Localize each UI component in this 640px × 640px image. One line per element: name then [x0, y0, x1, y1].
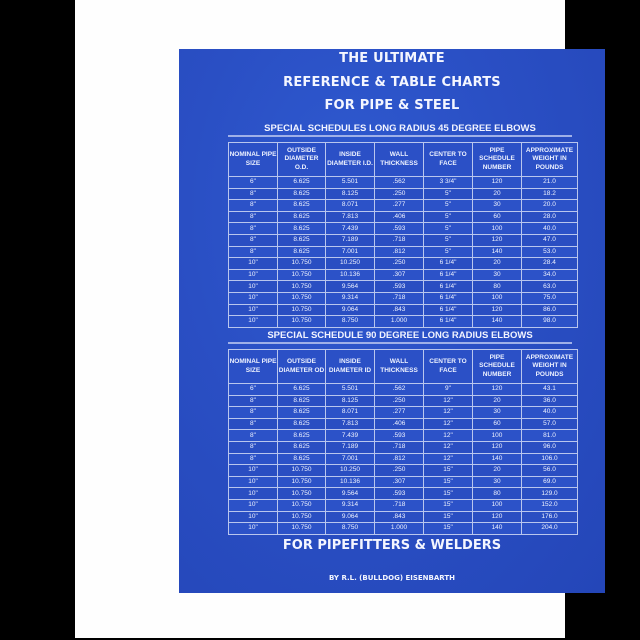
table-cell: .562	[375, 384, 424, 396]
table-cell: 15"	[424, 523, 473, 535]
table-cell: .250	[375, 465, 424, 477]
table-cell: 12"	[424, 430, 473, 442]
table-cell: 20	[473, 188, 522, 200]
table-cell: .250	[375, 395, 424, 407]
table-cell: 10.750	[278, 511, 326, 523]
table-cell: 80	[473, 281, 522, 293]
table-cell: 75.0	[522, 292, 578, 304]
table-row	[229, 200, 578, 212]
column-header: PIPE SCHEDULE NUMBER	[473, 143, 522, 177]
table-cell: 120	[473, 177, 522, 189]
table-cell: .812	[375, 453, 424, 465]
table-cell: 1.000	[375, 523, 424, 535]
book-cover	[179, 49, 605, 593]
column-header: CENTER TO FACE	[424, 143, 473, 177]
table-cell: 5"	[424, 223, 473, 235]
table-cell: 30	[473, 269, 522, 281]
table-cell: 10"	[229, 316, 278, 328]
table-cell: 7.813	[326, 211, 375, 223]
table-row	[229, 395, 578, 407]
table-cell: 8"	[229, 453, 278, 465]
table-cell: 20	[473, 395, 522, 407]
table-cell: 10"	[229, 281, 278, 293]
table-cell: 100	[473, 430, 522, 442]
table-cell: 6.625	[278, 177, 326, 189]
table-cell: 8"	[229, 188, 278, 200]
table-row	[229, 465, 578, 477]
table-cell: 10.250	[326, 465, 375, 477]
table-cell: 100	[473, 223, 522, 235]
table-cell: 8.625	[278, 441, 326, 453]
table-cell: 6 1/4"	[424, 281, 473, 293]
table-cell: 6 1/4"	[424, 292, 473, 304]
table-cell: .593	[375, 223, 424, 235]
table-cell: 120	[473, 304, 522, 316]
table-cell: 7.001	[326, 453, 375, 465]
table-cell: 204.0	[522, 523, 578, 535]
table-cell: 120	[473, 384, 522, 396]
table-row	[229, 234, 578, 246]
table-cell: 5"	[424, 246, 473, 258]
table-45-degree-elbows	[228, 142, 578, 328]
table-cell: 10.750	[278, 304, 326, 316]
table-cell: 9.064	[326, 304, 375, 316]
table-cell: .718	[375, 234, 424, 246]
table-cell: .718	[375, 499, 424, 511]
table-cell: 10.136	[326, 269, 375, 281]
table-cell: 10.750	[278, 476, 326, 488]
table-row	[229, 177, 578, 189]
table-row	[229, 499, 578, 511]
table-row	[229, 188, 578, 200]
table-90-heading: SPECIAL SCHEDULE 90 DEGREE LONG RADIUS ELBOWS	[228, 330, 572, 344]
table-cell: 9.564	[326, 488, 375, 500]
table-row	[229, 258, 578, 270]
table-cell: 8.625	[278, 395, 326, 407]
author-line: BY R.L. (BULLDOG) EISENBARTH	[328, 574, 455, 582]
table-cell: 10.750	[278, 258, 326, 270]
table-cell: 8.071	[326, 200, 375, 212]
table-row	[229, 488, 578, 500]
table-cell: 10.750	[278, 523, 326, 535]
table-cell: .277	[375, 407, 424, 419]
table-cell: 8.125	[326, 188, 375, 200]
table-cell: 7.189	[326, 234, 375, 246]
table-row	[229, 476, 578, 488]
table-row	[229, 281, 578, 293]
table-cell: 12"	[424, 441, 473, 453]
table-cell: 8.625	[278, 418, 326, 430]
table-cell: 34.0	[522, 269, 578, 281]
table-cell: 20	[473, 465, 522, 477]
table-cell: 57.0	[522, 418, 578, 430]
table-cell: 6 1/4"	[424, 304, 473, 316]
table-cell: .718	[375, 292, 424, 304]
table-cell: 8.625	[278, 188, 326, 200]
column-header: APPROXIMATE WEIGHT IN POUNDS	[522, 350, 578, 384]
column-header: APPROXIMATE WEIGHT IN POUNDS	[522, 143, 578, 177]
table-cell: 80	[473, 488, 522, 500]
table-cell: 15"	[424, 476, 473, 488]
table-cell: 69.0	[522, 476, 578, 488]
table-cell: 10.750	[278, 316, 326, 328]
table-cell: 40.0	[522, 223, 578, 235]
table-cell: 10"	[229, 523, 278, 535]
table-cell: 53.0	[522, 246, 578, 258]
table-cell: 8"	[229, 418, 278, 430]
table-cell: 8"	[229, 200, 278, 212]
table-cell: .718	[375, 441, 424, 453]
table-cell: 43.1	[522, 384, 578, 396]
table-cell: 8.625	[278, 223, 326, 235]
table-cell: 8.625	[278, 200, 326, 212]
table-cell: 120	[473, 511, 522, 523]
table-cell: 7.189	[326, 441, 375, 453]
table-cell: 28.4	[522, 258, 578, 270]
table-cell: 8.625	[278, 234, 326, 246]
table-cell: 10.250	[326, 258, 375, 270]
table-cell: 10"	[229, 511, 278, 523]
table-cell: 140	[473, 246, 522, 258]
table-cell: 60	[473, 211, 522, 223]
table-row	[229, 246, 578, 258]
table-cell: 176.0	[522, 511, 578, 523]
table-cell: 152.0	[522, 499, 578, 511]
column-header: NOMINAL PIPE SIZE	[229, 350, 278, 384]
table-cell: .250	[375, 258, 424, 270]
table-row	[229, 316, 578, 328]
column-header: PIPE SCHEDULE NUMBER	[473, 350, 522, 384]
column-header: OUTSIDE DIAMETER O.D.	[278, 143, 326, 177]
table-cell: 10.750	[278, 488, 326, 500]
table-cell: 10"	[229, 269, 278, 281]
table-cell: 9.314	[326, 292, 375, 304]
table-cell: .593	[375, 430, 424, 442]
table-cell: 10.750	[278, 281, 326, 293]
table-cell: 140	[473, 453, 522, 465]
table-cell: 9.314	[326, 499, 375, 511]
table-cell: 5"	[424, 200, 473, 212]
column-header: CENTER TO FACE	[424, 350, 473, 384]
table-cell: .250	[375, 188, 424, 200]
table-cell: 10"	[229, 465, 278, 477]
table-cell: 10.750	[278, 292, 326, 304]
table-cell: .562	[375, 177, 424, 189]
table-cell: 7.001	[326, 246, 375, 258]
table-cell: 100	[473, 292, 522, 304]
table-cell: 5"	[424, 211, 473, 223]
table-cell: 10"	[229, 488, 278, 500]
table-cell: 6.625	[278, 384, 326, 396]
table-cell: 8.625	[278, 430, 326, 442]
table-cell: 6"	[229, 177, 278, 189]
column-header: WALL THICKNESS	[375, 143, 424, 177]
table-row	[229, 304, 578, 316]
table-cell: 100	[473, 499, 522, 511]
table-45-heading: SPECIAL SCHEDULES LONG RADIUS 45 DEGREE ELBOWS	[228, 123, 572, 137]
table-cell: 21.0	[522, 177, 578, 189]
table-cell: 10"	[229, 292, 278, 304]
table-cell: 10.136	[326, 476, 375, 488]
table-cell: 98.0	[522, 316, 578, 328]
table-cell: 8.625	[278, 453, 326, 465]
table-cell: .307	[375, 269, 424, 281]
table-cell: 8"	[229, 407, 278, 419]
table-cell: 106.0	[522, 453, 578, 465]
table-cell: 5.501	[326, 384, 375, 396]
table-row	[229, 269, 578, 281]
table-cell: 8"	[229, 430, 278, 442]
table-row	[229, 292, 578, 304]
table-cell: 10"	[229, 499, 278, 511]
table-cell: 7.439	[326, 223, 375, 235]
table-cell: 8.625	[278, 246, 326, 258]
table-cell: 56.0	[522, 465, 578, 477]
table-cell: 8"	[229, 246, 278, 258]
table-cell: 8.750	[326, 523, 375, 535]
table-row	[229, 418, 578, 430]
table-cell: 7.439	[326, 430, 375, 442]
table-cell: 15"	[424, 511, 473, 523]
column-header: INSIDE DIAMETER I.D.	[326, 143, 375, 177]
table-row	[229, 430, 578, 442]
table-cell: .277	[375, 200, 424, 212]
table-cell: 8.625	[278, 211, 326, 223]
table-cell: 20.0	[522, 200, 578, 212]
table-row	[229, 211, 578, 223]
table-cell: .406	[375, 211, 424, 223]
table-cell: 120	[473, 441, 522, 453]
column-header: OUTSIDE DIAMETER OD	[278, 350, 326, 384]
table-cell: 15"	[424, 499, 473, 511]
table-cell: 140	[473, 523, 522, 535]
table-cell: 8"	[229, 395, 278, 407]
table-row	[229, 523, 578, 535]
table-cell: 47.0	[522, 234, 578, 246]
table-cell: 20	[473, 258, 522, 270]
table-cell: .406	[375, 418, 424, 430]
table-cell: 36.0	[522, 395, 578, 407]
table-cell: 5"	[424, 188, 473, 200]
table-cell: 10"	[229, 476, 278, 488]
table-cell: .812	[375, 246, 424, 258]
table-row	[229, 511, 578, 523]
table-row	[229, 407, 578, 419]
table-cell: 12"	[424, 395, 473, 407]
table-cell: 86.0	[522, 304, 578, 316]
table-cell: 1.000	[375, 316, 424, 328]
column-header: INSIDE DIAMETER ID	[326, 350, 375, 384]
table-cell: 18.2	[522, 188, 578, 200]
table-cell: 8"	[229, 223, 278, 235]
table-cell: 40.0	[522, 407, 578, 419]
cover-subtitle: FOR PIPEFITTERS & WELDERS	[282, 538, 502, 553]
table-cell: 8.125	[326, 395, 375, 407]
table-cell: 8"	[229, 234, 278, 246]
table-cell: 9.064	[326, 511, 375, 523]
table-cell: 30	[473, 200, 522, 212]
table-cell: 8.750	[326, 316, 375, 328]
table-cell: 10.750	[278, 269, 326, 281]
table-cell: 5"	[424, 234, 473, 246]
table-cell: 15"	[424, 465, 473, 477]
column-header: WALL THICKNESS	[375, 350, 424, 384]
table-row	[229, 441, 578, 453]
table-cell: 63.0	[522, 281, 578, 293]
table-cell: .843	[375, 511, 424, 523]
title-line-3: FOR PIPE & STEEL	[324, 98, 460, 113]
table-cell: .593	[375, 281, 424, 293]
table-cell: 6"	[229, 384, 278, 396]
book-page	[75, 0, 574, 638]
column-header: NOMINAL PIPE SIZE	[229, 143, 278, 177]
table-cell: 8"	[229, 211, 278, 223]
table-cell: 8.625	[278, 407, 326, 419]
table-cell: 81.0	[522, 430, 578, 442]
table-cell: 3 3/4"	[424, 177, 473, 189]
table-row	[229, 223, 578, 235]
table-row	[229, 453, 578, 465]
table-cell: 5.501	[326, 177, 375, 189]
table-cell: .843	[375, 304, 424, 316]
table-cell: 10.750	[278, 499, 326, 511]
table-row	[229, 384, 578, 396]
table-cell: 30	[473, 476, 522, 488]
table-cell: .307	[375, 476, 424, 488]
table-cell: 6 1/4"	[424, 316, 473, 328]
table-cell: 15"	[424, 488, 473, 500]
table-cell: 12"	[424, 453, 473, 465]
table-cell: 140	[473, 316, 522, 328]
table-cell: 96.0	[522, 441, 578, 453]
table-cell: 9.564	[326, 281, 375, 293]
table-cell: 10"	[229, 258, 278, 270]
table-cell: 8.071	[326, 407, 375, 419]
table-cell: 8"	[229, 441, 278, 453]
title-line-1: THE ULTIMATE	[339, 51, 445, 66]
title-line-2: REFERENCE & TABLE CHARTS	[283, 75, 501, 90]
table-cell: .593	[375, 488, 424, 500]
table-90-degree-elbows	[228, 349, 578, 535]
table-cell: 30	[473, 407, 522, 419]
table-cell: 10.750	[278, 465, 326, 477]
table-cell: 129.0	[522, 488, 578, 500]
table-cell: 60	[473, 418, 522, 430]
table-cell: 10"	[229, 304, 278, 316]
table-cell: 28.0	[522, 211, 578, 223]
table-cell: 120	[473, 234, 522, 246]
table-cell: 6 1/4"	[424, 258, 473, 270]
table-cell: 9"	[424, 384, 473, 396]
table-cell: 7.813	[326, 418, 375, 430]
table-cell: 12"	[424, 418, 473, 430]
table-cell: 12"	[424, 407, 473, 419]
table-cell: 6 1/4"	[424, 269, 473, 281]
